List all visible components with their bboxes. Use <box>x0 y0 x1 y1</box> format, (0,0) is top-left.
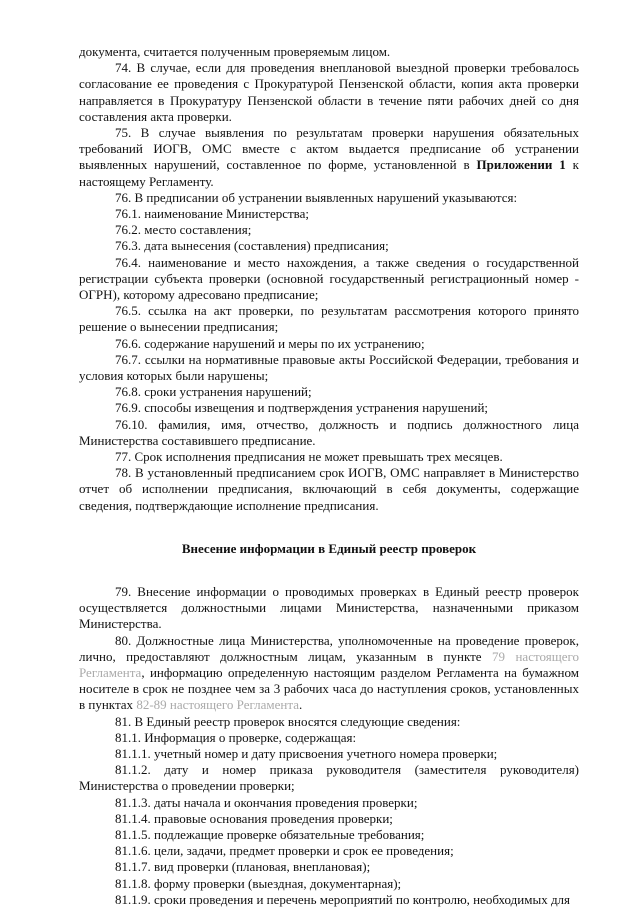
paragraph-74: 74. В случае, если для проведения внеплановой выездной проверки требовалось согласование ее проведения с Прокуратурой Пензенской области, копия акта проверки направляется в Прокуратуру Пензенской области в течение пяти рабочих дней со дня составления акта проверки. <box>79 60 579 124</box>
paragraph-79: 79. Внесение информации о проводимых проверках в Единый реестр проверок осуществляется должностными лицами Министерства, назначенными приказом Министерства. <box>79 583 579 632</box>
item-76-1: 76.1. наименование Министерства; <box>115 206 310 222</box>
paragraph-80 <box>79 633 579 714</box>
paragraph-80-text-c: . <box>299 697 303 713</box>
document-page <box>79 44 579 908</box>
paragraph-81: 81. В Единый реестр проверок вносятся следующие сведения: <box>115 713 461 729</box>
item-76-8: 76.8. сроки устранения нарушений; <box>115 384 312 400</box>
reference-points-82-89: 82-89 настоящего Регламента <box>136 697 299 713</box>
item-81-1-7: 81.1.7. вид проверки (плановая, внеплановая); <box>115 859 371 875</box>
item-76-6: 76.6. содержание нарушений и меры по их устранению; <box>115 335 425 351</box>
item-76-4: 76.4. наименование и место нахождения, а также сведения о государственной регистрации субъекта проверки (основной государственный регистрационный номер - ОГРН), которому адресовано предписание; <box>79 254 579 303</box>
paragraph-80-text-b: , информацию определенную настоящим разделом Регламента на бумажном носителе в срок не позднее чем за 3 рабочих часа до наступления сроков, установленных в пунктах <box>79 664 579 713</box>
item-81-1-3: 81.1.3. даты начала и окончания проведения проверки; <box>115 794 418 810</box>
item-81-1: 81.1. Информация о проверке, содержащая: <box>115 729 357 745</box>
item-76-7: 76.7. ссылки на нормативные правовые акты Российской Федерации, требования и условия которых были нарушены; <box>79 351 579 384</box>
item-81-1-4: 81.1.4. правовые основания проведения проверки; <box>115 810 393 826</box>
item-81-1-9: 81.1.9. сроки проведения и перечень мероприятий по контролю, необходимых для <box>115 891 571 907</box>
reference-point-79: 79 настоящего Регламента <box>79 648 579 680</box>
paragraph-78: 78. В установленный предписанием срок ИОГВ, ОМС направляет в Министерство отчет об исполнении предписания, включающий в себя документы, содержащие сведения, подтверждающие исполнение предписания. <box>79 465 579 513</box>
item-76-9: 76.9. способы извещения и подтверждения устранения нарушений; <box>115 400 489 416</box>
item-76-5: 76.5. ссылка на акт проверки, по результатам рассмотрения которого принято решение о вынесении предписания; <box>79 303 579 335</box>
paragraph-77: 77. Срок исполнения предписания не может превышать трех месяцев. <box>115 449 503 465</box>
item-81-1-1: 81.1.1. учетный номер и дату присвоения учетного номера проверки; <box>115 745 498 761</box>
paragraph-80-text-a: 80. Должностные лица Министерства, уполномоченные на проведение проверок, лично, предоставляют должностным лицам, указанным в пункте <box>79 632 579 664</box>
paragraph-76: 76. В предписании об устранении выявленных нарушений указываются: <box>115 189 518 205</box>
item-81-1-2: 81.1.2. дату и номер приказа руководителя (заместителя руководителя) Министерства о проведении проверки; <box>79 762 579 794</box>
intro-paragraph: документа, считается полученным проверяемым лицом. <box>79 44 391 59</box>
item-81-1-8: 81.1.8. форму проверки (выездная, документарная); <box>115 875 402 891</box>
section-heading: Внесение информации в Единый реестр проверок <box>181 540 477 556</box>
item-76-10: 76.10. фамилия, имя, отчество, должность и подпись должностного лица Министерства составившего предписание. <box>79 416 579 448</box>
item-76-2: 76.2. место составления; <box>115 222 252 238</box>
item-81-1-5: 81.1.5. подлежащие проверке обязательные требования; <box>115 826 425 842</box>
item-81-1-6: 81.1.6. цели, задачи, предмет проверки и срок ее проведения; <box>115 843 454 859</box>
paragraph-75-text-b: к настоящему Регламенту. <box>79 157 579 189</box>
paragraph-75 <box>79 125 579 190</box>
appendix-1-reference: Приложении 1 <box>476 157 566 173</box>
paragraph-75-text-a: 75. В случае выявления по результатам проверки нарушения обязательных требований ИОГВ, ОМС вместе с актом выдается предписание об устранении выявленных нарушений, составленное по форме, установленной в <box>79 125 579 173</box>
item-76-3: 76.3. дата вынесения (составления) предписания; <box>115 238 389 254</box>
